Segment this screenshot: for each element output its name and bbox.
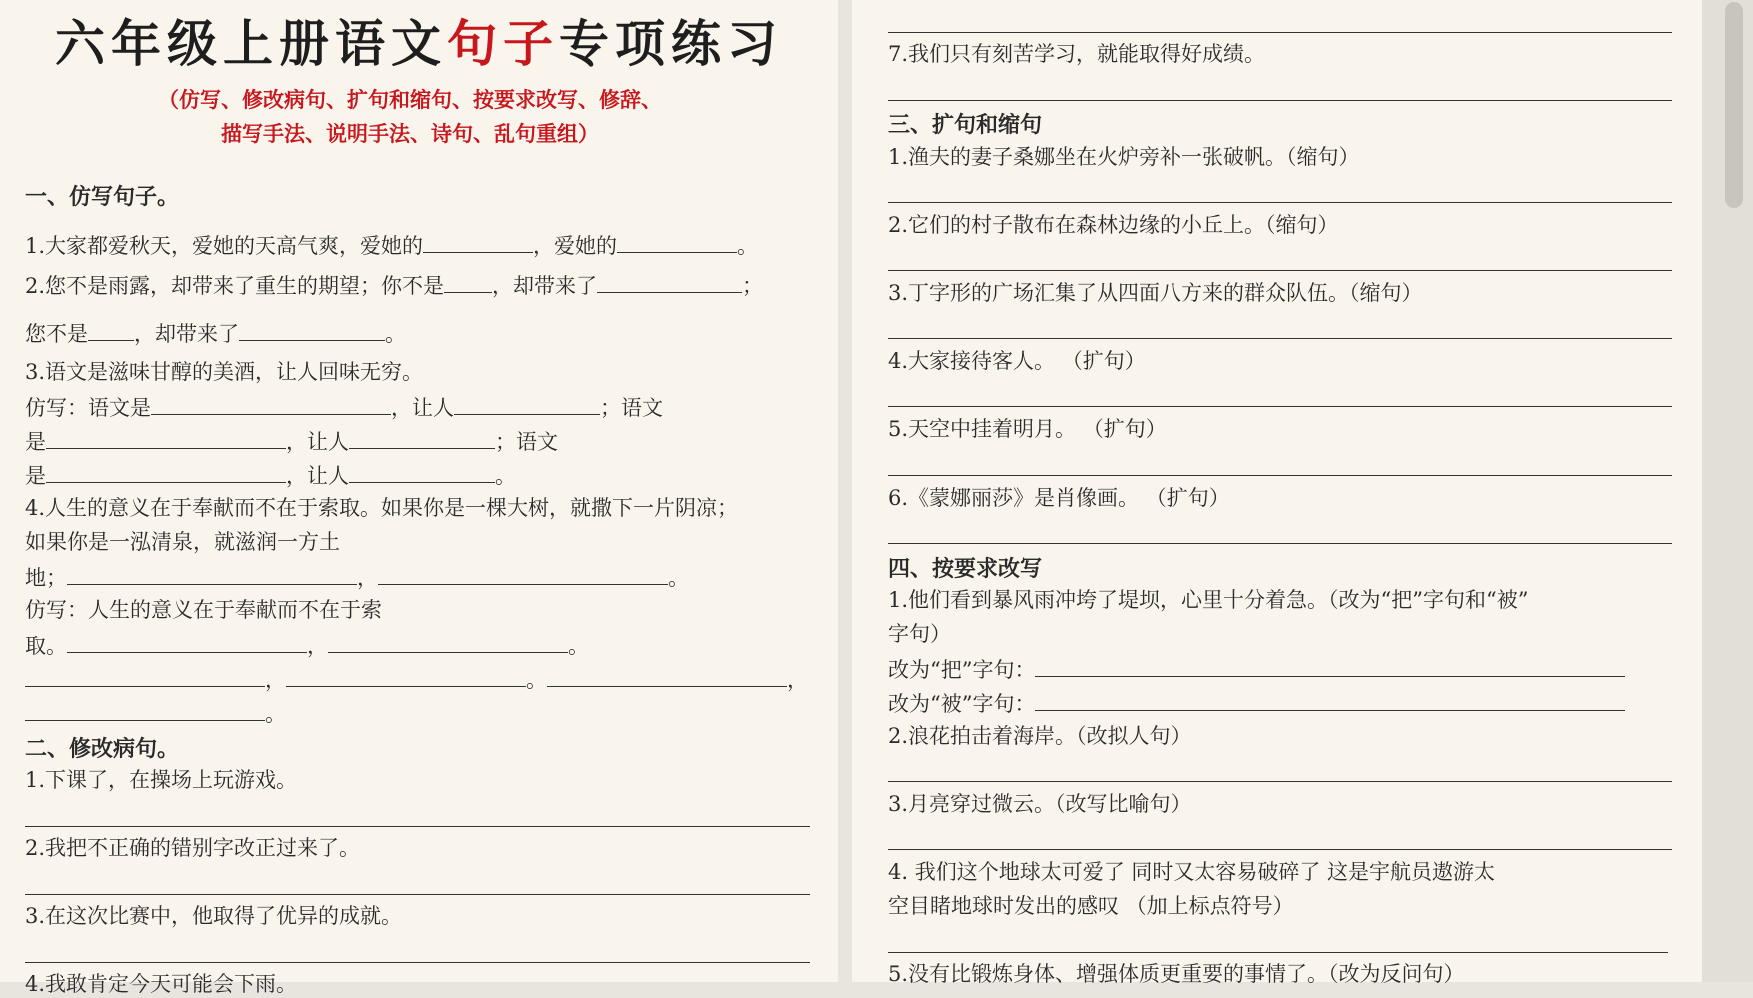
- answer-line[interactable]: [888, 543, 1672, 544]
- answer-blank[interactable]: [1035, 654, 1625, 677]
- section-heading-correction: 二、修改病句。: [25, 736, 180, 762]
- question-s3-2: 2.它们的村子散布在森林边缘的小丘上。（缩句）: [888, 213, 1339, 237]
- question-s3-3: 3.丁字形的广场汇集了从四面八方来的群众队伍。（缩句）: [888, 281, 1423, 305]
- answer-blank[interactable]: [88, 318, 134, 341]
- answer-line[interactable]: [888, 475, 1672, 476]
- question-s4-3: 3.月亮穿过微云。（改写比喻句）: [888, 792, 1192, 816]
- question-s4-1-line2: 字句）: [888, 622, 951, 646]
- imitation-line-3: 是 ，让人 。: [25, 460, 516, 490]
- question-s2-4: 4.我敢肯定今天可能会下雨。: [25, 972, 298, 996]
- answer-blank[interactable]: [46, 426, 286, 449]
- question-s2-2: 2.我把不正确的错别字改正过来了。: [25, 836, 361, 860]
- question-s4-1: 1.他们看到暴风雨冲垮了堤坝，心里十分着急。（改为“把”字句和“被”: [888, 588, 1529, 612]
- answer-line[interactable]: [888, 338, 1672, 339]
- answer-blank[interactable]: [454, 392, 600, 415]
- question-s2-7: 7.我们只有刻苦学习，就能取得好成绩。: [888, 42, 1266, 66]
- answer-line[interactable]: [888, 100, 1672, 101]
- imitation-line-2: 是 ，让人 ；语文: [25, 426, 558, 456]
- vertical-scrollbar[interactable]: [1702, 0, 1753, 982]
- question-s1-2: 2.您不是雨露，却带来了重生的期望；你不是 ，却带来了 ；: [25, 270, 763, 300]
- answer-blank[interactable]: [25, 664, 265, 687]
- worksheet-page-right: [852, 0, 1702, 986]
- question-s2-3: 3.在这次比赛中，他取得了优异的成就。: [25, 904, 403, 928]
- answer-blank[interactable]: [286, 664, 526, 687]
- subtitle-line-1: （仿写、修改病句、扩句和缩句、按要求改写、修辞、: [158, 87, 662, 112]
- subtitle-line-2: 描写手法、说明手法、诗句、乱句重组）: [221, 121, 599, 146]
- answer-blank[interactable]: [349, 460, 495, 483]
- question-s1-4-line7: 。: [25, 698, 286, 728]
- answer-blank[interactable]: [25, 698, 265, 721]
- answer-blank[interactable]: [378, 562, 668, 585]
- answer-line[interactable]: [25, 894, 810, 895]
- answer-blank[interactable]: [328, 630, 568, 653]
- rewrite-bei-sentence: 改为“被”字句：: [888, 688, 1625, 718]
- answer-blank[interactable]: [597, 270, 742, 293]
- answer-blank[interactable]: [423, 230, 533, 253]
- answer-blank[interactable]: [617, 230, 737, 253]
- question-s1-3: 3.语文是滋味甘醇的美酒，让人回味无穷。: [25, 360, 424, 384]
- answer-blank[interactable]: [151, 392, 391, 415]
- answer-line[interactable]: [888, 952, 1668, 953]
- question-s1-2-cont: 您不是 ，却带来了 。: [25, 318, 406, 348]
- question-s2-1: 1.下课了，在操场上玩游戏。: [25, 768, 298, 792]
- question-s3-6: 6.《蒙娜丽莎》是肖像画。 （扩句）: [888, 486, 1230, 510]
- answer-blank[interactable]: [46, 460, 286, 483]
- question-s3-4: 4.大家接待客人。 （扩句）: [888, 349, 1146, 373]
- question-s1-4-line4: 仿写：人生的意义在于奉献而不在于索: [25, 598, 382, 622]
- imitation-line-1: 仿写：语文是 ，让人 ；语文: [25, 392, 663, 422]
- answer-blank[interactable]: [1035, 688, 1625, 711]
- section-heading-imitation: 一、仿写句子。: [25, 184, 180, 210]
- answer-line[interactable]: [888, 270, 1672, 271]
- answer-blank[interactable]: [67, 630, 307, 653]
- answer-line[interactable]: [888, 406, 1672, 407]
- question-s1-4-line5: 取。 ， 。: [25, 630, 589, 660]
- scrollbar-thumb[interactable]: [1725, 2, 1743, 208]
- page-title: 六年级上册语文句子专项练习: [55, 14, 783, 73]
- question-s1-4-line3: 地； ， 。: [25, 562, 689, 592]
- section-heading-expand-contract: 三、扩句和缩句: [888, 112, 1043, 138]
- answer-line[interactable]: [888, 781, 1672, 782]
- rewrite-ba-sentence: 改为“把”字句：: [888, 654, 1625, 684]
- answer-line[interactable]: [888, 202, 1672, 203]
- question-s3-1: 1.渔夫的妻子桑娜坐在火炉旁补一张破帆。（缩句）: [888, 145, 1360, 169]
- question-s1-4: 4.人生的意义在于奉献而不在于索取。如果你是一棵大树，就撒下一片阴凉；: [25, 496, 739, 520]
- answer-blank[interactable]: [67, 562, 357, 585]
- question-s4-4-line2: 空目睹地球时发出的感叹 （加上标点符号）: [888, 894, 1294, 918]
- answer-blank[interactable]: [444, 270, 492, 293]
- question-s1-4-line6: ， 。 ，: [25, 664, 808, 694]
- question-s4-4: 4. 我们这个地球太可爱了 同时又太容易破碎了 这是宇航员遨游太: [888, 860, 1496, 884]
- worksheet-page-left: [0, 0, 838, 996]
- question-s4-5: 5.没有比锻炼身体、增强体质更重要的事情了。（改为反问句）: [888, 962, 1465, 986]
- section-heading-rewrite: 四、按要求改写: [888, 556, 1043, 582]
- answer-line[interactable]: [25, 826, 810, 827]
- question-s4-2: 2.浪花拍击着海岸。（改拟人句）: [888, 724, 1192, 748]
- answer-blank[interactable]: [547, 664, 787, 687]
- answer-blank[interactable]: [239, 318, 385, 341]
- question-s1-1: 1.大家都爱秋天，爱她的天高气爽，爱她的 ，爱她的 。: [25, 230, 758, 260]
- answer-line[interactable]: [888, 32, 1672, 33]
- answer-line[interactable]: [25, 962, 810, 963]
- question-s1-4-line2: 如果你是一泓清泉，就滋润一方土: [25, 530, 340, 554]
- question-s3-5: 5.天空中挂着明月。 （扩句）: [888, 417, 1167, 441]
- answer-blank[interactable]: [349, 426, 495, 449]
- answer-line[interactable]: [888, 849, 1672, 850]
